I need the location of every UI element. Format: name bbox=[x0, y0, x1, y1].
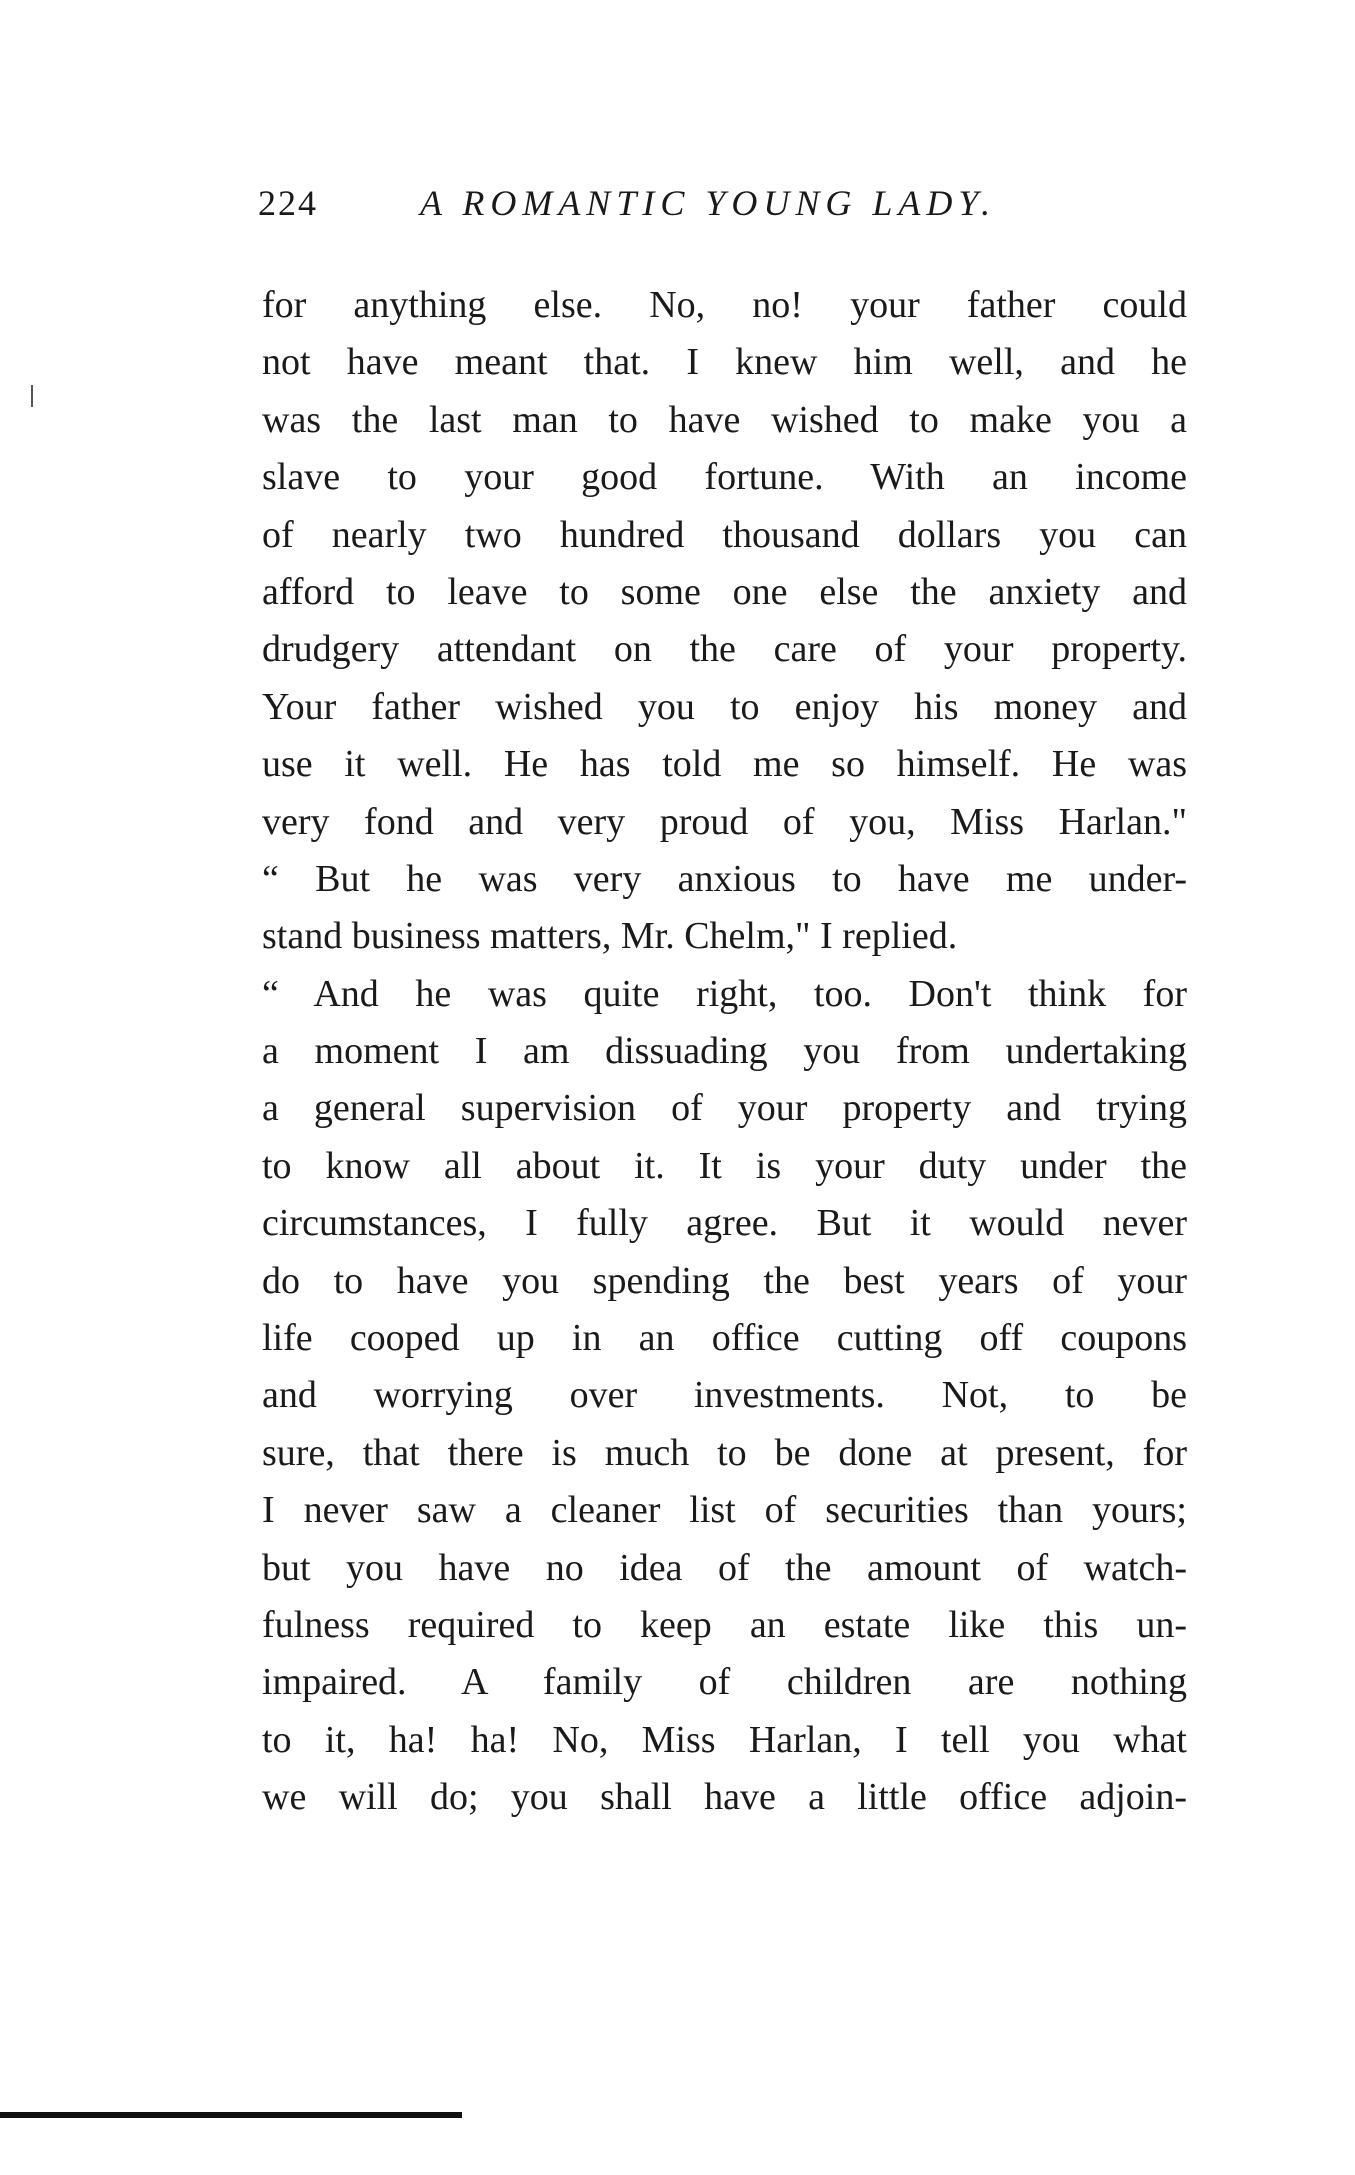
text-line: not have meant that. I knew him well, and he bbox=[262, 341, 1187, 384]
text-line: life cooped up in an office cutting off coupons bbox=[262, 1317, 1187, 1360]
text-line: “ And he was quite right, too. Don't think for bbox=[262, 972, 1187, 1015]
text-line: use it well. He has told me so himself. He was bbox=[262, 743, 1187, 786]
text-line: sure, that there is much to be done at present, for bbox=[262, 1431, 1187, 1474]
text-line: very fond and very proud of you, Miss Harlan." bbox=[262, 800, 1187, 843]
running-title: A ROMANTIC YOUNG LADY. bbox=[420, 183, 997, 223]
text-line: slave to your good fortune. With an income bbox=[262, 456, 1187, 499]
text-line: to know all about it. It is your duty under the bbox=[262, 1144, 1187, 1187]
text-line: was the last man to have wished to make you a bbox=[262, 398, 1187, 441]
bottom-rule bbox=[0, 2112, 462, 2118]
text-line: but you have no idea of the amount of watch- bbox=[262, 1546, 1187, 1589]
body-text bbox=[262, 277, 1187, 1827]
text-line: Your father wished you to enjoy his money and bbox=[262, 685, 1187, 728]
margin-mark bbox=[31, 385, 33, 407]
text-line: do to have you spending the best years of your bbox=[262, 1259, 1187, 1302]
page-number: 224 bbox=[258, 183, 318, 223]
text-line: of nearly two hundred thousand dollars you can bbox=[262, 513, 1187, 556]
text-line: “ But he was very anxious to have me under- bbox=[262, 857, 1187, 900]
text-line: fulness required to keep an estate like this un- bbox=[262, 1603, 1187, 1646]
text-line: a moment I am dissuading you from undertaking bbox=[262, 1030, 1187, 1073]
text-line: and worrying over investments. Not, to be bbox=[262, 1374, 1187, 1417]
text-line: circumstances, I fully agree. But it would never bbox=[262, 1202, 1187, 1245]
text-line: for anything else. No, no! your father could bbox=[262, 284, 1187, 326]
text-line: afford to leave to some one else the anxiety and bbox=[262, 570, 1187, 613]
text-line: a general supervision of your property and trying bbox=[262, 1087, 1187, 1130]
text-line: drudgery attendant on the care of your property. bbox=[262, 628, 1187, 671]
text-line: impaired. A family of children are nothing bbox=[262, 1661, 1187, 1704]
text-line: stand business matters, Mr. Chelm," I replied. bbox=[262, 915, 958, 958]
text-line: to it, ha! ha! No, Miss Harlan, I tell you what bbox=[262, 1718, 1187, 1761]
running-header bbox=[258, 182, 1058, 242]
text-line: I never saw a cleaner list of securities than yours; bbox=[262, 1489, 1187, 1532]
text-line: we will do; you shall have a little office adjoin- bbox=[262, 1776, 1187, 1819]
